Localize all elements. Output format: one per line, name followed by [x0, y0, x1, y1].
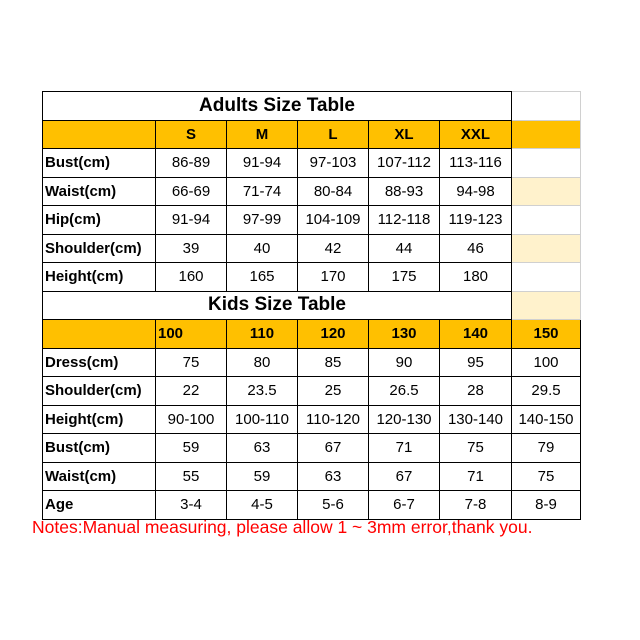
table-cell: 175: [369, 263, 440, 292]
table-row: [43, 234, 581, 263]
table-row: [43, 263, 581, 292]
table-row: [43, 149, 581, 178]
table-cell: 110-120: [298, 405, 369, 434]
adults-table-title: Adults Size Table: [43, 92, 512, 121]
side-orange-cell: [512, 120, 581, 149]
table-cell: 140-150: [512, 405, 581, 434]
kids-size-header: 100: [156, 320, 227, 349]
table-cell: 3-4: [156, 491, 227, 520]
table-cell: 39: [156, 234, 227, 263]
kids-header-blank: [43, 320, 156, 349]
table-row: [43, 206, 581, 235]
table-cell: 26.5: [369, 377, 440, 406]
table-cell: 71-74: [227, 177, 298, 206]
table-cell: 4-5: [227, 491, 298, 520]
adults-size-header: S: [156, 120, 227, 149]
adults-title-row: [43, 92, 581, 121]
table-cell: 80-84: [298, 177, 369, 206]
adults-header-blank: [43, 120, 156, 149]
side-stripe-cell: [512, 291, 581, 320]
row-label: Waist(cm): [43, 462, 156, 491]
adults-size-header: XL: [369, 120, 440, 149]
table-cell: 90: [369, 348, 440, 377]
table-cell: 113-116: [440, 149, 512, 178]
table-cell: 67: [369, 462, 440, 491]
table-cell: 75: [512, 462, 581, 491]
table-cell: 165: [227, 263, 298, 292]
adults-size-header: XXL: [440, 120, 512, 149]
table-cell: 22: [156, 377, 227, 406]
table-cell: 91-94: [156, 206, 227, 235]
table-cell: 100: [512, 348, 581, 377]
kids-size-header: 120: [298, 320, 369, 349]
table-cell: 86-89: [156, 149, 227, 178]
table-cell: 46: [440, 234, 512, 263]
table-row: [43, 405, 581, 434]
table-cell: 170: [298, 263, 369, 292]
kids-title-row: [43, 291, 581, 320]
table-cell: 85: [298, 348, 369, 377]
row-label: Hip(cm): [43, 206, 156, 235]
table-cell: 42: [298, 234, 369, 263]
row-label: Waist(cm): [43, 177, 156, 206]
table-cell: 23.5: [227, 377, 298, 406]
row-label: Dress(cm): [43, 348, 156, 377]
table-cell: 7-8: [440, 491, 512, 520]
table-cell: 180: [440, 263, 512, 292]
table-cell: 119-123: [440, 206, 512, 235]
row-label: Bust(cm): [43, 149, 156, 178]
table-cell: 8-9: [512, 491, 581, 520]
table-row: [43, 434, 581, 463]
table-cell: 29.5: [512, 377, 581, 406]
table-cell: 71: [369, 434, 440, 463]
side-blank-cell: [512, 92, 581, 121]
side-blank-cell: [512, 149, 581, 178]
table-cell: 80: [227, 348, 298, 377]
table-cell: 40: [227, 234, 298, 263]
row-label: Height(cm): [43, 263, 156, 292]
kids-table-title: Kids Size Table: [43, 291, 512, 320]
table-cell: 90-100: [156, 405, 227, 434]
table-cell: 94-98: [440, 177, 512, 206]
table-row: [43, 462, 581, 491]
table-cell: 59: [156, 434, 227, 463]
table-cell: 97-103: [298, 149, 369, 178]
adults-size-header: L: [298, 120, 369, 149]
table-cell: 91-94: [227, 149, 298, 178]
table-cell: 79: [512, 434, 581, 463]
adults-header-row: [43, 120, 581, 149]
side-stripe-cell: [512, 234, 581, 263]
side-blank-cell: [512, 206, 581, 235]
row-label: Bust(cm): [43, 434, 156, 463]
table-cell: 97-99: [227, 206, 298, 235]
table-cell: 6-7: [369, 491, 440, 520]
adults-size-header: M: [227, 120, 298, 149]
table-cell: 55: [156, 462, 227, 491]
table-cell: 66-69: [156, 177, 227, 206]
table-row: [43, 377, 581, 406]
table-cell: 100-110: [227, 405, 298, 434]
table-cell: 25: [298, 377, 369, 406]
table-cell: 104-109: [298, 206, 369, 235]
table-cell: 59: [227, 462, 298, 491]
kids-size-header: 110: [227, 320, 298, 349]
table-cell: 28: [440, 377, 512, 406]
table-cell: 75: [440, 434, 512, 463]
kids-size-header: 140: [440, 320, 512, 349]
table-cell: 63: [227, 434, 298, 463]
size-table: [42, 91, 581, 520]
side-blank-cell: [512, 263, 581, 292]
table-cell: 63: [298, 462, 369, 491]
table-cell: 120-130: [369, 405, 440, 434]
table-cell: 44: [369, 234, 440, 263]
table-row: [43, 348, 581, 377]
table-cell: 95: [440, 348, 512, 377]
table-cell: 112-118: [369, 206, 440, 235]
row-label: Age: [43, 491, 156, 520]
table-cell: 71: [440, 462, 512, 491]
table-row: [43, 177, 581, 206]
table-cell: 107-112: [369, 149, 440, 178]
table-cell: 160: [156, 263, 227, 292]
table-cell: 88-93: [369, 177, 440, 206]
table-cell: 130-140: [440, 405, 512, 434]
kids-size-header: 150: [512, 320, 581, 349]
table-cell: 67: [298, 434, 369, 463]
side-stripe-cell: [512, 177, 581, 206]
row-label: Shoulder(cm): [43, 377, 156, 406]
table-row: [43, 491, 581, 520]
table-cell: 75: [156, 348, 227, 377]
kids-size-header: 130: [369, 320, 440, 349]
measurement-notes: Notes:Manual measuring, please allow 1 ~ 3mm error,thank you.: [32, 517, 533, 537]
row-label: Shoulder(cm): [43, 234, 156, 263]
kids-header-row: [43, 320, 581, 349]
row-label: Height(cm): [43, 405, 156, 434]
table-cell: 5-6: [298, 491, 369, 520]
